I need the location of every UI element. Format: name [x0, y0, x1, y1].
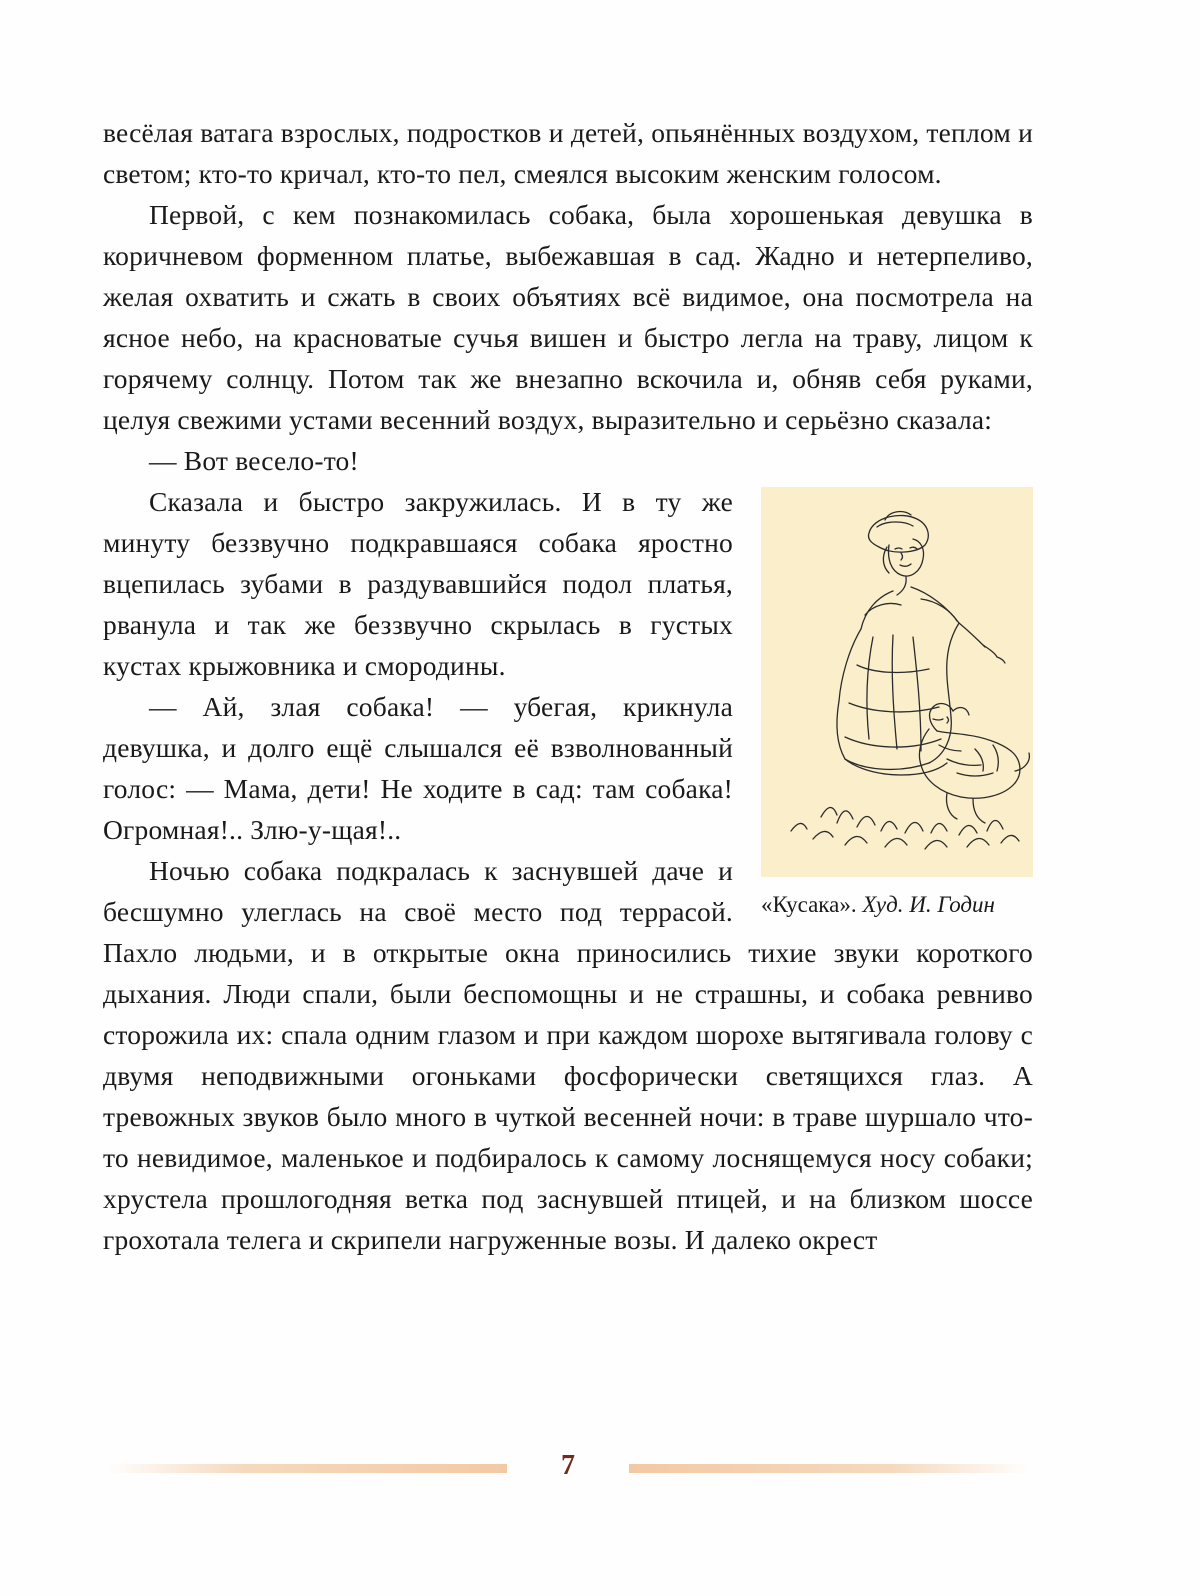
- page-footer: [103, 1450, 1033, 1486]
- illustration-caption: [761, 891, 1033, 919]
- paragraph-3: — Вот весело-то!: [149, 445, 359, 476]
- footer-rule-right: [629, 1464, 1033, 1473]
- page-number: 7: [561, 1450, 575, 1481]
- paragraph-4: Сказала и быстро закружилась. И в ту же минуту беззвучно подкравшаяся собака яростно вцепилась зубами в раздувавшийся подол платья, рванула и так же беззвучно скрылась в густых кустах крыжовника и смородины.: [103, 486, 733, 681]
- illustration-caption-credit: Худ. И. Годин: [862, 892, 995, 917]
- paragraph-1: весёлая ватага взрослых, подростков и детей, опьянённых воздухом, теплом и светом; кто-то кричал, кто-то пел, смеялся высоким женским голосом.: [103, 117, 1033, 189]
- girl-and-dog-drawing: [761, 487, 1033, 877]
- illustrated-text-block: [103, 481, 1033, 1260]
- paragraph-5: — Ай, злая собака! — убегая, крикнула девушка, и долго ещё слышался её взволнованный голос: — Мама, дети! Не ходите в сад: там собака! Огромная!.. Злю-у-щая!..: [103, 691, 733, 845]
- paragraph-2: Первой, с кем познакомилась собака, была хорошенькая девушка в коричневом форменном платье, выбежавшая в сад. Жадно и нетерпеливо, желая охватить и сжать в своих объятиях всё видимое, она посмотрела на ясное небо, на красноватые сучья вишен и быстро легла на траву, лицом к горячему солнцу. Потом так же внезапно вскочила и, обняв себя руками, целуя свежими устами весенний воздух, выразительно и серьёзно сказала:: [103, 199, 1033, 435]
- paragraph-6: Ночью собака подкралась к заснувшей даче и бесшумно улеглась на своё место под террасой. Пахло людьми, и в открытые окна приносились тихие звуки короткого дыхания. Люди спали, были беспомощны и не страшны, и собака ревниво сторожила их: спала одним глазом и при каждом шорохе вытягивала голову с двумя неподвижными огоньками фосфорически светящихся глаз. А тревожных звуков было много в чуткой весенней ночи: в траве шуршало что-то невидимое, маленькое и подбиралось к самому лоснящемуся носу собаки; хрустела прошлогодняя ветка под заснувшей птицей, и на близком шоссе грохотала телега и скрипели нагруженные возы. И далеко окрест: [103, 855, 1033, 1255]
- page-content: [103, 112, 1033, 1260]
- illustration-figure: [761, 487, 1033, 919]
- illustration-caption-title: «Кусака».: [761, 892, 857, 917]
- illustration-image: [761, 487, 1033, 877]
